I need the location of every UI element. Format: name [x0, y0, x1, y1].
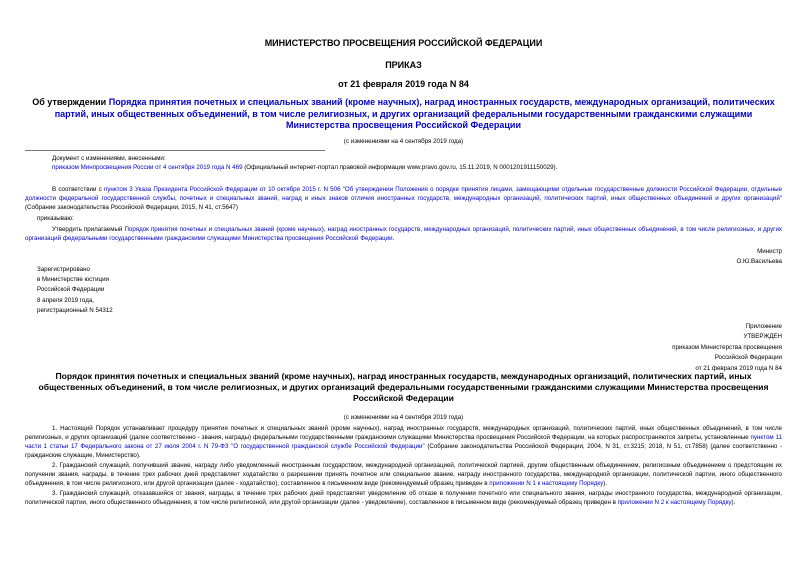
preamble-text-2: (Собрание законодательства Российской Федерации, 2015, N 41, ст.5647) — [25, 204, 238, 211]
procedure-item — [25, 461, 782, 488]
item-text: ). — [603, 480, 607, 487]
order-title — [25, 97, 782, 132]
signer-role: Министр — [757, 248, 782, 255]
registration-line: в Министерстве юстиции — [37, 276, 110, 284]
item-text: 3. Гражданский служащий, отказавшийся от звания, награды, в течение трех рабочих дней представляет уведомление об отказе в получении почетного или специального звания, награды иностранного государства, международной организации, политической партии, иного общественного объединения, в том числе религиозной, или другой организации (далее - уведомление), составленное в письменном виде (рекомендуемый образец приведен в — [25, 490, 782, 506]
appendix-line: Приложение — [745, 323, 782, 330]
procedure-title: Порядок принятия почетных и специальных званий (кроме научных), наград иностранных государств, международных организаций, политических партий, иных общественных объединений, в том числе религиозных, и других организаций федеральными государственными гражданскими служащими Министерства просвещения Российской Федерации — [38, 371, 769, 403]
procedure-amended-note: (с изменениями на 4 сентября 2019 года) — [343, 414, 464, 421]
procedure-item — [25, 424, 782, 460]
approve-text-2: . — [392, 235, 395, 242]
item-link[interactable]: приложении N 1 к настоящему Порядку — [489, 480, 604, 487]
preamble-text-1: В соответствии с — [52, 186, 104, 193]
order-word: приказываю: — [37, 215, 74, 222]
approve-paragraph — [25, 225, 782, 243]
amendment-info — [52, 154, 782, 172]
doc-date-number: от 21 февраля 2019 года N 84 — [338, 79, 469, 89]
registration-block — [37, 265, 113, 316]
appendix-line: УТВЕРЖДЕН — [743, 333, 782, 341]
item-text: ). — [731, 499, 736, 506]
procedure-item — [25, 489, 782, 507]
ministry-heading: МИНИСТЕРСТВО ПРОСВЕЩЕНИЯ РОССИЙСКОЙ ФЕДЕРАЦИИ — [264, 38, 543, 48]
doc-type-heading: ПРИКАЗ — [385, 60, 422, 70]
appendix-line: Российской Федерации — [714, 354, 782, 362]
registration-line: регистрационный N 54312 — [37, 306, 113, 314]
registration-line: 8 апреля 2019 года, — [37, 296, 94, 304]
approve-text-1: Утвердить прилагаемый — [52, 226, 125, 233]
item-link[interactable]: приложении N 2 к настоящему Порядку — [617, 499, 732, 506]
amended-note: (с изменениями на 4 сентября 2019 года) — [343, 138, 464, 145]
item-text: 1. Настоящий Порядок устанавливает процедуру принятия почетных и специальных званий (кроме научных), наград иностранных государств, международных организаций, политических партий, иных общественных объединений, в том числе религиозных, и других организаций (далее соответственно - звания, награды) федеральными государственными гражданскими служащими Министерства просвещения Российской Федерации, на которых распространяются запреты, установленные — [25, 425, 782, 441]
appendix-line: от 21 февраля 2019 года N 84 — [695, 364, 782, 372]
procedure-body — [25, 424, 782, 508]
registration-line: Зарегистрировано — [37, 266, 90, 273]
appendix-block — [672, 322, 782, 374]
item-text: (Собрание законодательства Российской Федерации, 2004, N 31, ст.3215; 2018, N 51, ст.7858) (далее соответственно - гражданские служащие, Министерство). — [25, 443, 782, 459]
appendix-line: приказом Министерства просвещения — [672, 343, 782, 351]
amendment-link[interactable]: приказом Минпросвещения России от 4 сентября 2019 года N 469 — [52, 164, 243, 171]
registration-line: Российской Федерации — [37, 286, 105, 294]
amendment-intro: Документ с изменениями, внесенными: — [52, 155, 166, 162]
item-link[interactable]: пунктом 11 части 1 статьи 17 Федерального закона от 27 июля 2004 г. N 79-ФЗ "О государственной гражданской службе Российской Федерации" — [25, 434, 782, 450]
amendment-line — [52, 163, 782, 172]
signer-name: О.Ю.Васильева — [736, 258, 782, 265]
approve-link[interactable]: Порядок принятия почетных и специальных званий (кроме научных), наград иностранных государств, международных организаций, политических партий, иных общественных объединений, в том числе религиозных, и других организаций федеральными государственными гражданскими служащими Министерства просвещения Российской Федерации — [25, 226, 782, 242]
title-prefix: Об утверждении — [32, 97, 109, 107]
title-link[interactable]: Порядка принятия почетных и специальных званий (кроме научных), наград иностранных государств, международных организаций, политических партий, иных общественных объединений, в том числе религиозных, и других организаций федеральными государственными гражданскими служащими Министерства просвещения Российской Федерации — [54, 97, 775, 130]
divider — [25, 150, 325, 151]
preamble-paragraph — [25, 185, 782, 212]
item-text: 2. Гражданский служащий, получивший звание, награду либо уведомленный иностранным государством, международной организацией, политической партией, другим общественным объединением, религиозным объединением о предстоящем их получении звания, награды, в течение трех рабочих дней представляет ходатайство о разрешении принять почетное или специальное звание, награду иностранного государства, международной организации, политической партии, иного общественного объединения, в том числе религиозного, или другой организации (далее - ходатайство), составленное в письменном виде (рекомендуемый образец приведен в — [25, 462, 782, 487]
preamble-link[interactable]: пунктом 3 Указа Президента Российской Федерации от 10 октября 2015 г. N 506 "Об утверждении Положения о порядке принятия лицами, замещающими отдельные государственные должности Российской Федерации, отдельные должности федеральной государственной службы, почетных и специальных званий, наград и иных знаков отличия иностранных государств, международных организаций, политических партий, иных общественных объединений и других организаций" — [25, 186, 782, 202]
amendment-source: (Официальный интернет-портал правовой информации www.pravo.gov.ru, 15.11.2019, N 0001201911150029). — [242, 164, 558, 171]
